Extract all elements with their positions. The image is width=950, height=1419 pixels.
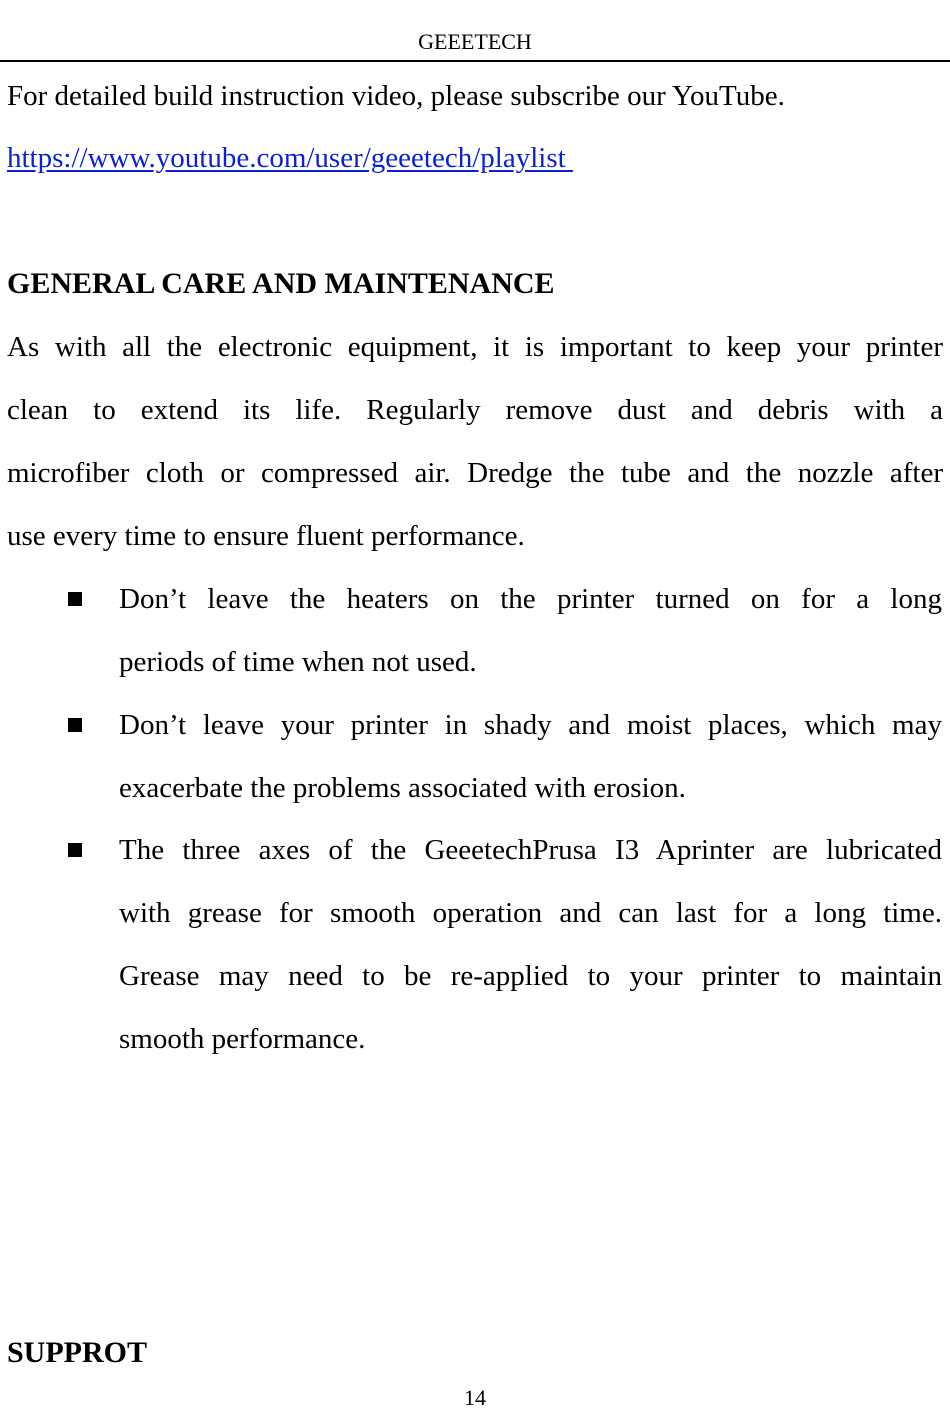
link-trailing-underline (566, 142, 573, 174)
youtube-playlist-link[interactable] (7, 140, 573, 176)
care-paragraph-line: microfiber cloth or compressed air. Dredge the tube and the nozzle after (7, 457, 943, 489)
bullet-3-line: with grease for smooth operation and can last for a long time. (119, 897, 942, 929)
bullet-3-line: Grease may need to be re-applied to your printer to maintain (119, 960, 942, 992)
page-header-title: GEEETECH (418, 29, 532, 54)
bullet-3-line: The three axes of the GeeetechPrusa I3 Aprinter are lubricated (119, 834, 942, 866)
bullet-2-line: Don’t leave your printer in shady and moist places, which may (119, 709, 942, 741)
square-bullet-icon (68, 718, 82, 732)
square-bullet-icon (68, 592, 82, 606)
square-bullet-icon (68, 843, 82, 857)
bullet-2-line: exacerbate the problems associated with erosion. (119, 772, 686, 804)
support-heading: SUPPROT (7, 1336, 148, 1369)
youtube-playlist-link-text[interactable]: https://www.youtube.com/user/geeetech/playlist (7, 142, 566, 174)
bullet-1-line: periods of time when not used. (119, 646, 477, 678)
care-paragraph-line: As with all the electronic equipment, it is important to keep your printer (7, 331, 943, 363)
page-number: 14 (464, 1385, 486, 1410)
bullet-3-line: smooth performance. (119, 1023, 366, 1055)
care-paragraph-line: use every time to ensure fluent performance. (7, 520, 525, 552)
bullet-1-line: Don’t leave the heaters on the printer turned on for a long (119, 583, 942, 615)
care-heading: GENERAL CARE AND MAINTENANCE (7, 267, 555, 300)
care-paragraph-line: clean to extend its life. Regularly remove dust and debris with a (7, 394, 943, 426)
intro-text: For detailed build instruction video, please subscribe our YouTube. (7, 80, 785, 112)
header-divider (0, 60, 950, 62)
